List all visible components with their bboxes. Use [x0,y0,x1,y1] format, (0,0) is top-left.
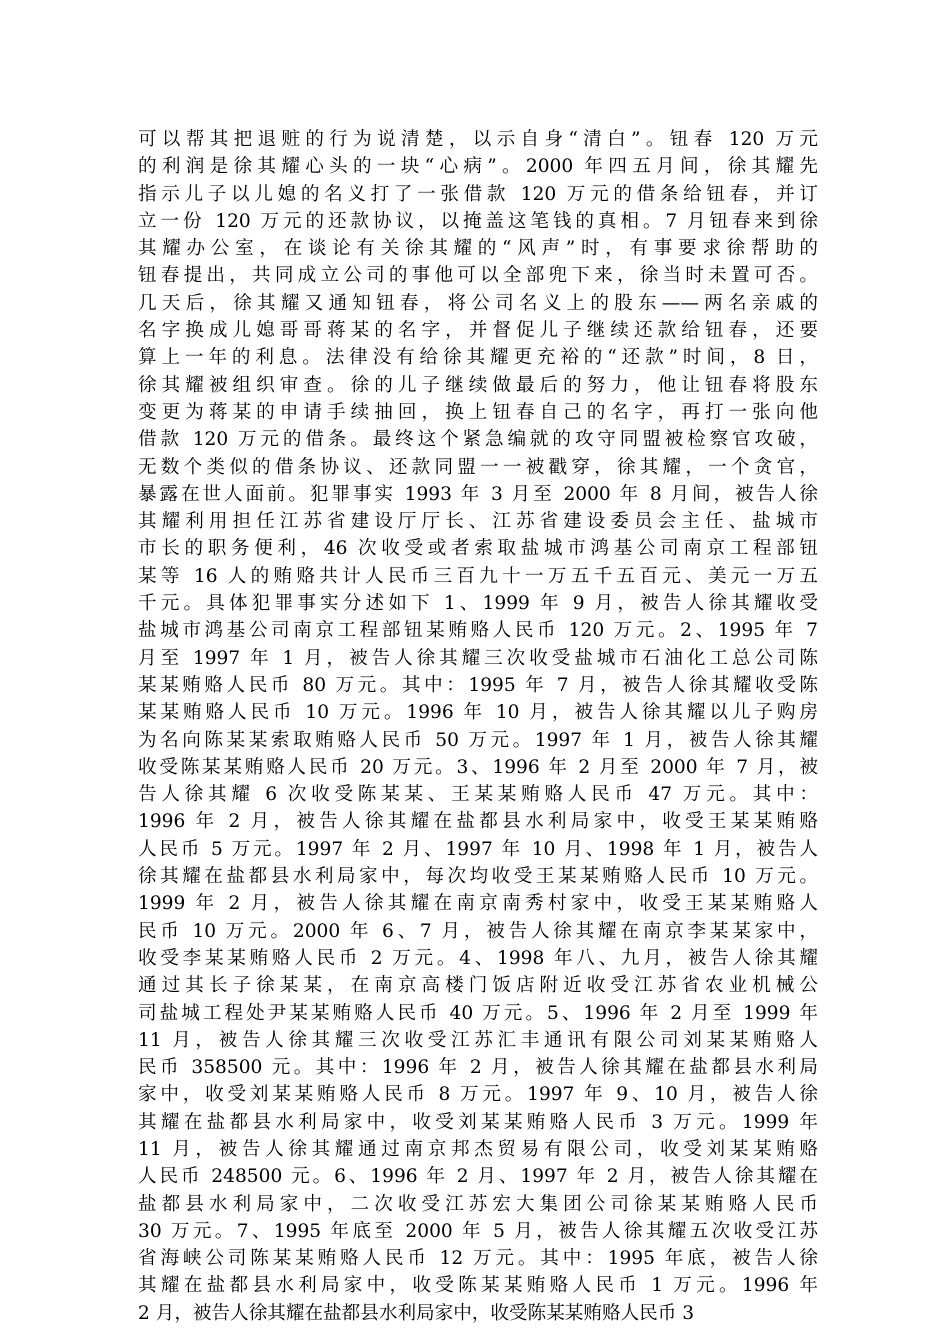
text-line: 11 月，被告人徐其耀通过南京邦杰贸易有限公司，收受刘某某贿赂 [138,1138,818,1160]
text-line: 算上一年的利息。法律没有给徐其耀更充裕的“还款”时间，8 日， [138,347,818,369]
text-line: 月至 1997 年 1 月，被告人徐其耀三次收受盐城市石油化工总公司陈 [138,647,818,669]
body-text [138,126,818,1327]
text-line: 11 月，被告人徐其耀三次收受江苏汇丰通讯有限公司刘某某贿赂人 [138,1029,818,1051]
text-line: 千元。具体犯罪事实分述如下 1、1999 年 9 月，被告人徐其耀收受 [138,593,818,615]
text-line: 通过其长子徐某某，在南京高楼门饭店附近收受江苏省农业机械公 [138,975,818,997]
text-line: 告人徐其耀 6 次收受陈某某、王某某贿赂人民币 47 万元。其中： [138,784,818,806]
text-line: 人民币 248500 元。6、1996 年 2 月、1997 年 2 月，被告人徐其耀在 [138,1166,818,1188]
text-line: 徐其耀在盐都县水利局家中，每次均收受王某某贿赂人民币 10 万元。 [138,866,818,888]
text-line: 立一份 120 万元的还款协议，以掩盖这笔钱的真相。7 月钮春来到徐 [138,210,818,232]
text-line: 民币 358500 元。其中：1996 年 2 月，被告人徐其耀在盐都县水利局 [138,1057,818,1079]
text-line: 1996 年 2 月，被告人徐其耀在盐都县水利局家中，收受王某某贿赂 [138,811,818,833]
text-line: 暴露在世人面前。犯罪事实 1993 年 3 月至 2000 年 8 月间，被告人徐 [138,483,818,505]
text-line: 省海峡公司陈某某贿赂人民币 12 万元。其中：1995 年底，被告人徐 [138,1248,818,1270]
text-line: 借款 120 万元的借条。最终这个紧急编就的攻守同盟被检察官攻破， [138,429,818,451]
text-line: 某等 16 人的贿赂共计人民币三百九十一万五千五百元、美元一万五 [138,565,818,587]
text-line: 几天后，徐其耀又通知钮春，将公司名义上的股东——两名亲戚的 [138,292,818,314]
text-line: 人民币 5 万元。1997 年 2 月、1997 年 10 月、1998 年 1 月，被告人 [138,838,818,860]
text-line: 市长的职务便利，46 次收受或者索取盐城市鸿基公司南京工程部钮 [138,538,818,560]
text-line: 名字换成儿媳哥哥蒋某的名字，并督促儿子继续还款给钮春，还要 [138,320,818,342]
text-line: 其耀在盐都县水利局家中，收受刘某某贿赂人民币 3 万元。1999 年 [138,1111,818,1133]
text-line: 2 月，被告人徐其耀在盐都县水利局家中，收受陈某某贿赂人民币 3 [138,1302,695,1324]
text-line: 可以帮其把退赃的行为说清楚，以示自身“清白”。钮春 120 万元 [138,129,818,150]
text-line: 司盐城工程处尹某某贿赂人民币 40 万元。5、1996 年 2 月至 1999 年 [138,1002,818,1024]
text-line: 钮春提出，共同成立公司的事他可以全部兜下来，徐当时未置可否。 [138,265,818,287]
text-line: 1999 年 2 月，被告人徐其耀在南京南秀村家中，收受王某某贿赂人 [138,893,818,915]
text-line: 的利润是徐其耀心头的一块“心病”。2000 年四五月间，徐其耀先 [138,156,818,178]
text-line: 收受李某某贿赂人民币 2 万元。4、1998 年八、九月，被告人徐其耀 [138,947,818,969]
text-line: 其耀办公室，在谈论有关徐其耀的“风声”时，有事要求徐帮助的 [138,238,818,260]
text-line: 收受陈某某贿赂人民币 20 万元。3、1996 年 2 月至 2000 年 7 月，被 [138,756,818,778]
text-line: 徐其耀被组织审查。徐的儿子继续做最后的努力，他让钮春将股东 [138,374,818,396]
text-line: 某某贿赂人民币 80 万元。其中：1995 年 7 月，被告人徐其耀收受陈 [138,674,818,696]
text-line: 变更为蒋某的申请手续抽回，换上钮春自己的名字，再打一张向他 [138,401,818,423]
text-line: 某某贿赂人民币 10 万元。1996 年 10 月，被告人徐其耀以儿子购房 [138,702,818,724]
text-line: 盐城市鸿基公司南京工程部钮某贿赂人民币 120 万元。2、1995 年 7 [138,620,818,642]
text-line: 其耀在盐都县水利局家中，收受陈某某贿赂人民币 1 万元。1996 年 [138,1275,818,1297]
text-line: 为名向陈某某索取贿赂人民币 50 万元。1997 年 1 月，被告人徐其耀 [138,729,818,751]
text-line: 民币 10 万元。2000 年 6、7 月，被告人徐其耀在南京李某某家中， [138,920,818,942]
text-line: 指示儿子以儿媳的名义打了一张借款 120 万元的借条给钮春，并订 [138,183,818,205]
text-line: 30 万元。7、1995 年底至 2000 年 5 月，被告人徐其耀五次收受江苏 [138,1220,818,1242]
text-line: 盐都县水利局家中，二次收受江苏宏大集团公司徐某某贿赂人民币 [138,1193,818,1215]
text-line: 家中，收受刘某某贿赂人民币 8 万元。1997 年 9、10 月，被告人徐 [138,1084,818,1106]
text-line: 无数个类似的借条协议、还款同盟一一被戳穿，徐其耀，一个贪官， [138,456,818,478]
text-line: 其耀利用担任江苏省建设厅厅长、江苏省建设委员会主任、盐城市 [138,511,818,533]
